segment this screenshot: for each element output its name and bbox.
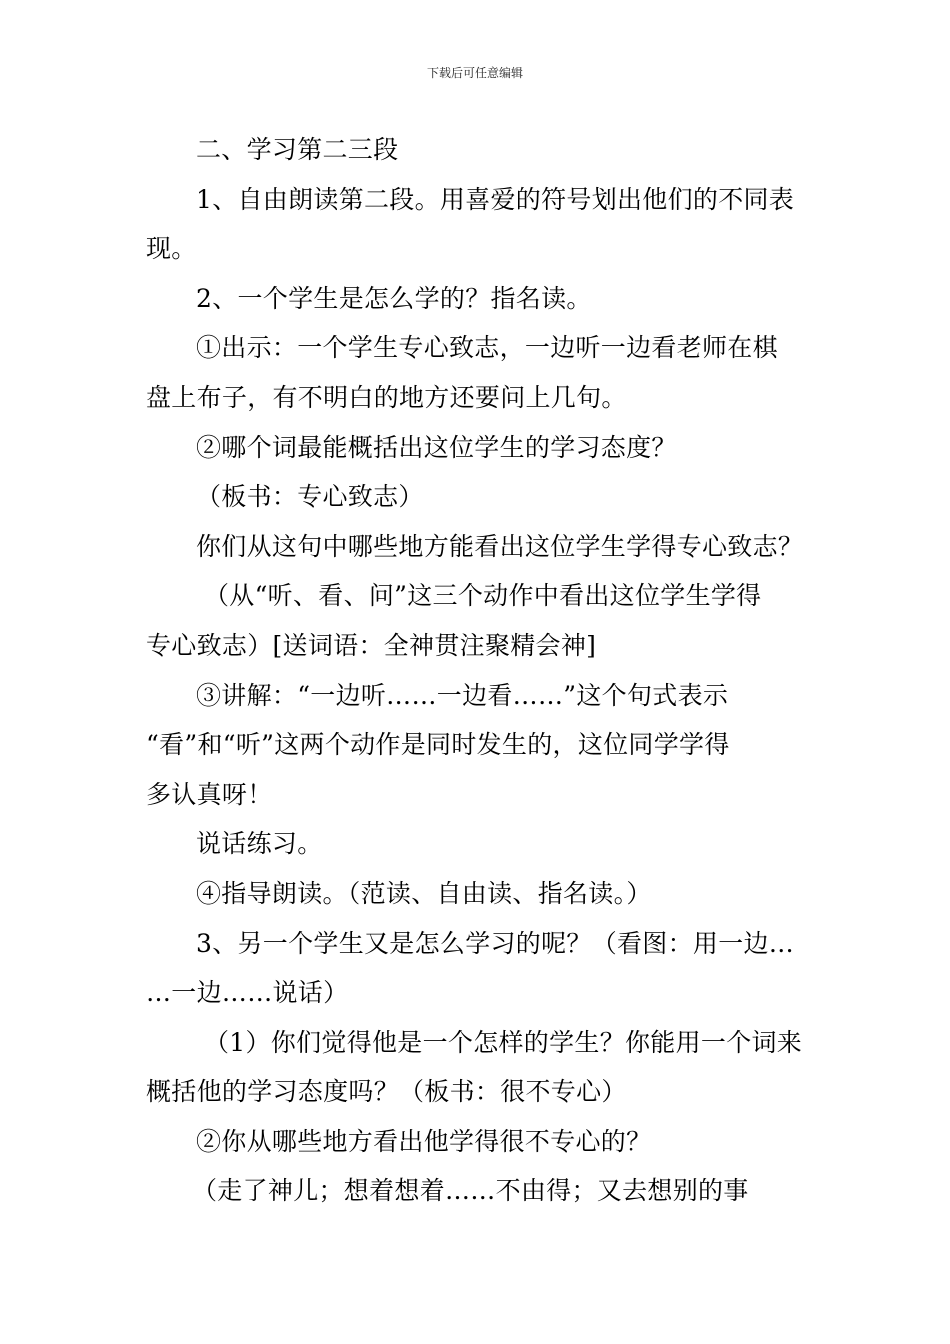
paragraph-line: 说话练习。	[196, 829, 323, 859]
paragraph-line: ①出示：一个学生专心致志，一边听一边看老师在棋	[196, 333, 778, 363]
document-body	[146, 125, 808, 1216]
paragraph-line: …一边……说话）	[146, 978, 349, 1008]
paragraph-line: ④指导朗读。（范读、自由读、指名读。）	[196, 878, 652, 908]
paragraph-line: （1）你们觉得他是一个怎样的学生？你能用一个词来	[204, 1027, 803, 1057]
paragraph-line: 概括他的学习态度吗？（板书：很不专心）	[146, 1077, 627, 1107]
paragraph-line: ②你从哪些地方看出他学得很不专心的？	[196, 1126, 652, 1156]
paragraph-line: 3、另一个学生又是怎么学习的呢？（看图：用一边…	[196, 928, 795, 958]
paragraph-line: 现。	[146, 234, 197, 264]
paragraph-line: “看”和“听”这两个动作是同时发生的，这位同学学得	[146, 730, 730, 760]
paragraph-line: 2、一个学生是怎么学的？指名读。	[196, 283, 592, 313]
paragraph-line: （从“听、看、问”这三个动作中看出这位学生学得	[204, 581, 762, 611]
paragraph-line: ②哪个词最能概括出这位学生的学习态度？	[196, 432, 677, 462]
paragraph-line: 1、自由朗读第二段。用喜爱的符号划出他们的不同表	[196, 184, 795, 214]
paragraph-line: （走了神儿；想着想着……不由得；又去想别的事	[192, 1176, 749, 1206]
paragraph-line: 专心致志）[送词语：全神贯注聚精会神]	[146, 630, 597, 660]
section-heading: 二、学习第二三段	[196, 135, 399, 164]
paragraph-line: 你们从这句中哪些地方能看出这位学生学得专心致志？	[196, 531, 804, 561]
paragraph-line: 多认真呀！	[146, 779, 273, 809]
page-header: 下载后可任意编辑	[426, 66, 523, 80]
paragraph-line: ③讲解：“一边听……一边看……”这个句式表示	[196, 680, 729, 710]
paragraph-line: （板书：专心致志）	[196, 482, 424, 512]
paragraph-line: 盘上布子，有不明白的地方还要问上几句。	[146, 382, 627, 412]
